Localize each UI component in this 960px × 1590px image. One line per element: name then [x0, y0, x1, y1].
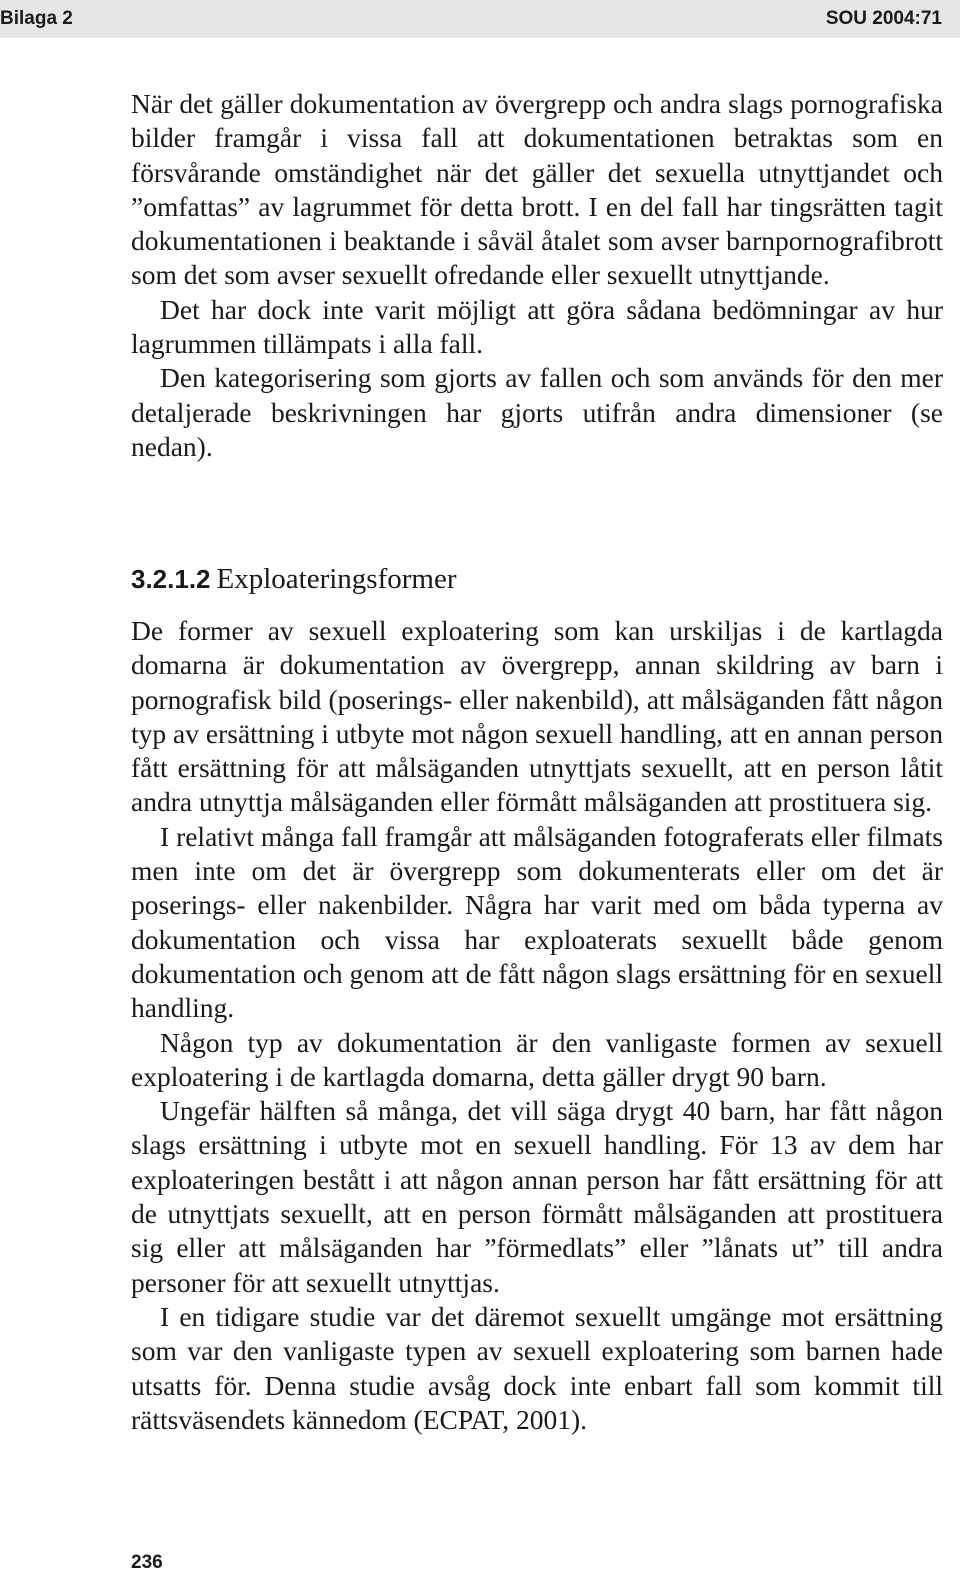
- section-heading: [131, 561, 457, 597]
- header-report-id: SOU 2004:71: [825, 8, 942, 29]
- paragraph: Det har dock inte varit möjligt att göra sådana bedömningar av hur lagrummen tillämpats i alla fall.: [131, 293, 943, 360]
- paragraph: När det gäller dokumentation av övergrepp och andra slags pornografiska bilder framgår i vissa fall att dokumentationen betraktas som en försvårande omständighet när det gäller det sexuella utnyttjandet och ”omfattas” av lagrummet för detta brott. I en del fall har tingsrätten tagit dokumentationen i beaktande i såväl åtalet som avser barnpornografibrott som det som avser sexuellt ofredande eller sexuellt utnyttjande.: [131, 88, 943, 291]
- paragraph: Någon typ av dokumentation är den vanligaste formen av sexuell exploatering i de kartlagda domarna, detta gäller drygt 90 barn.: [131, 1026, 943, 1092]
- paragraph: Den kategorisering som gjorts av fallen och som används för den mer detaljerade beskrivningen har gjorts utifrån andra dimensioner (se nedan).: [131, 362, 943, 462]
- paragraph: I en tidigare studie var det däremot sexuellt umgänge mot ersättning som var den vanligaste typen av sexuell exploatering som barnen hade utsatts för. Denna studie avsåg dock inte enbart fall som kommit till rättsväsendets kännedom (ECPAT, 2001).: [131, 1300, 943, 1435]
- body-text-section-b: [131, 614, 943, 1437]
- section-title: Exploateringsformer: [216, 563, 457, 595]
- paragraph: De former av sexuell exploatering som kan urskiljas i de kartlagda domarna är dokumentation av övergrepp, annan skildring av barn i pornografisk bild (poserings- eller nakenbild), att målsäganden fått någon typ av ersättning i utbyte mot någon sexuell handling, att en annan person fått ersättning för att målsäganden utnyttjats sexuellt, att en person låtit andra utnyttja målsäganden eller förmått målsäganden att prostituera sig.: [131, 615, 943, 818]
- running-header: [0, 0, 960, 38]
- page-number: 236: [131, 1552, 163, 1573]
- paragraph: I relativt många fall framgår att målsäganden fotograferats eller filmats men inte om det är övergrepp som dokumenterats eller om det är poserings- eller nakenbilder. Några har varit med om båda typerna av dokumentation och vissa har exploaterats sexuellt både genom dokumentation och genom att de fått någon slags ersättning för en sexuell handling.: [131, 820, 943, 1024]
- body-text-section-a: [131, 87, 943, 464]
- section-number: 3.2.1.2: [131, 564, 211, 594]
- paragraph: Ungefär hälften så många, det vill säga drygt 40 barn, har fått någon slags ersättning i utbyte mot en sexuell handling. För 13 av dem har exploateringen bestått i att någon annan person har fått ersättning för att de utnyttjats sexuellt, att en person förmått målsäganden att prostituera sig eller att målsäganden har ”förmedlats” eller ”lånats ut” till andra personer för att sexuellt utnyttjas.: [131, 1095, 943, 1298]
- header-appendix-label: Bilaga 2: [0, 8, 73, 29]
